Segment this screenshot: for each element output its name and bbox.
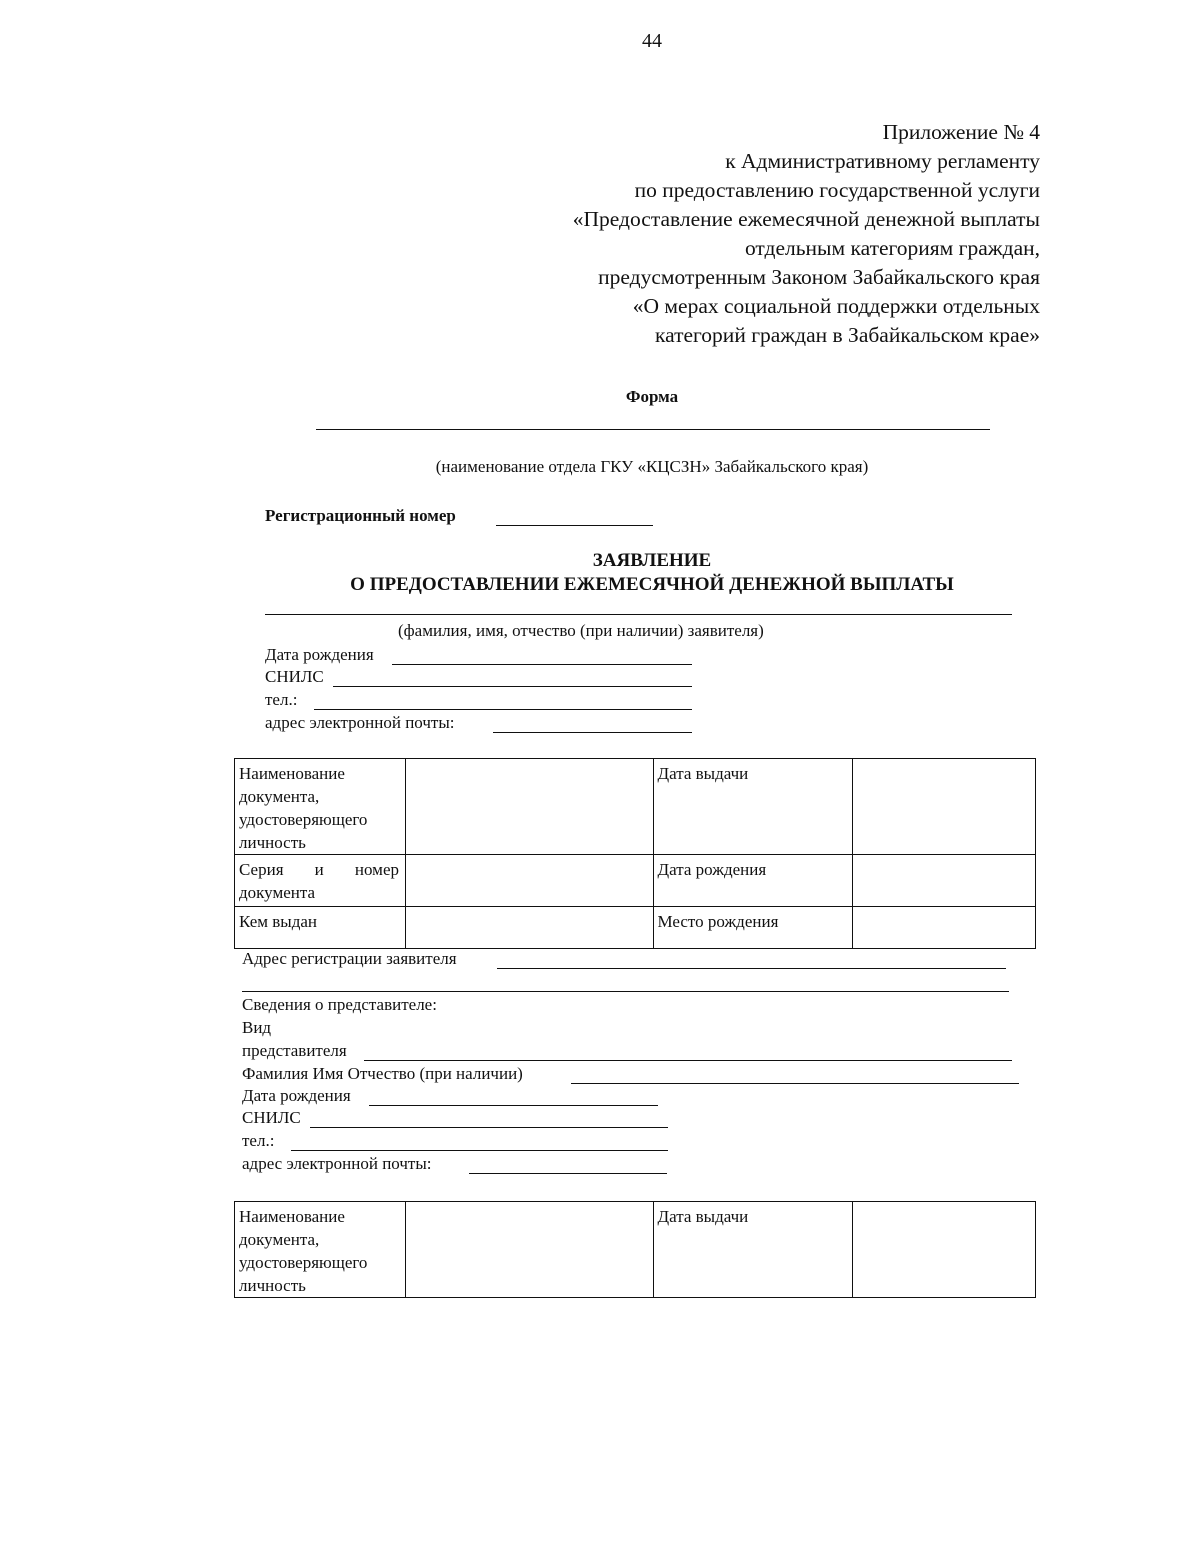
doc-name-line: документа, <box>239 1230 320 1249</box>
registration-number-label: Регистрационный номер <box>265 506 456 525</box>
representative-email-label: адрес электронной почты: <box>242 1154 432 1173</box>
form-label: Форма <box>625 387 679 406</box>
registration-address-field-2[interactable] <box>242 991 1009 992</box>
representative-snils-label: СНИЛС <box>242 1108 301 1127</box>
representative-phone-label: тел.: <box>242 1131 275 1150</box>
registration-address-field[interactable] <box>497 968 1006 969</box>
birth-date-label: Дата рождения <box>653 855 852 907</box>
applicant-email-field[interactable] <box>493 732 692 733</box>
representative-kind-label-2: представителя <box>242 1041 347 1060</box>
registration-number-field[interactable] <box>496 525 653 526</box>
series-word: номер <box>354 860 399 879</box>
issue-date-label: Дата выдачи <box>653 759 852 855</box>
applicant-document-table <box>234 758 1036 949</box>
series-word: Серия <box>239 860 284 879</box>
table-row <box>235 1202 1036 1298</box>
department-name-field[interactable] <box>316 429 990 430</box>
birth-date-value[interactable] <box>852 855 1035 907</box>
representative-birth-date-label: Дата рождения <box>242 1086 351 1105</box>
appendix-line: к Административному регламенту <box>725 149 1040 173</box>
representative-birth-date-field[interactable] <box>369 1105 658 1106</box>
applicant-snils-label: СНИЛС <box>265 667 324 686</box>
representative-fio-field[interactable] <box>571 1083 1019 1084</box>
doc-name-label <box>235 759 406 855</box>
doc-name-line: удостоверяющего <box>239 1253 368 1272</box>
representative-snils-field[interactable] <box>310 1127 668 1128</box>
representative-phone-field[interactable] <box>291 1150 668 1151</box>
applicant-snils-field[interactable] <box>333 686 692 687</box>
applicant-fio-field[interactable] <box>265 614 1012 615</box>
applicant-phone-label: тел.: <box>265 690 298 709</box>
applicant-email-label: адрес электронной почты: <box>265 713 455 732</box>
appendix-line: предусмотренным Законом Забайкальского края <box>598 265 1040 289</box>
department-caption: (наименование отдела ГКУ «КЦСЗН» Забайкальского края) <box>435 457 869 476</box>
representative-document-table <box>234 1201 1036 1298</box>
series-word: и <box>314 860 324 879</box>
doc-name-line: Наименование <box>239 1207 345 1226</box>
doc-name-line: личность <box>239 833 306 852</box>
issued-by-value[interactable] <box>406 907 653 949</box>
page-number: 44 <box>642 30 662 52</box>
representative-fio-label: Фамилия Имя Отчество (при наличии) <box>242 1064 523 1083</box>
appendix-header <box>480 118 1040 350</box>
document-title: ЗАЯВЛЕНИЕ <box>592 550 712 571</box>
series-number-value[interactable] <box>406 855 653 907</box>
registration-address-label: Адрес регистрации заявителя <box>242 949 457 968</box>
doc-name-label <box>235 1202 406 1298</box>
issue-date-label: Дата выдачи <box>653 1202 852 1298</box>
doc-name-line: удостоверяющего <box>239 810 368 829</box>
table-row <box>235 855 1036 907</box>
doc-name-line: документа, <box>239 787 320 806</box>
document-subtitle: О ПРЕДОСТАВЛЕНИИ ЕЖЕМЕСЯЧНОЙ ДЕНЕЖНОЙ ВЫПЛАТЫ <box>350 574 954 595</box>
appendix-line: Приложение № 4 <box>882 120 1040 144</box>
doc-name-value[interactable] <box>406 1202 653 1298</box>
appendix-line: категорий граждан в Забайкальском крае» <box>654 323 1040 347</box>
applicant-birth-date-field[interactable] <box>392 664 692 665</box>
representative-email-field[interactable] <box>469 1173 667 1174</box>
representative-kind-field[interactable] <box>364 1060 1012 1061</box>
table-row <box>235 907 1036 949</box>
appendix-line: отдельным категориям граждан, <box>744 236 1040 260</box>
doc-name-line: личность <box>239 1276 306 1295</box>
representative-header: Сведения о представителе: <box>242 995 437 1014</box>
appendix-line: по предоставлению государственной услуги <box>634 178 1040 202</box>
birth-place-label: Место рождения <box>653 907 852 949</box>
issued-by-label: Кем выдан <box>235 907 406 949</box>
applicant-phone-field[interactable] <box>314 709 692 710</box>
table-row <box>235 759 1036 855</box>
series-line: документа <box>239 883 316 902</box>
birth-place-value[interactable] <box>852 907 1035 949</box>
issue-date-value[interactable] <box>852 1202 1035 1298</box>
representative-kind-label: Вид <box>242 1018 272 1037</box>
applicant-fio-caption: (фамилия, имя, отчество (при наличии) заявителя) <box>398 621 764 640</box>
doc-name-value[interactable] <box>406 759 653 855</box>
issue-date-value[interactable] <box>852 759 1035 855</box>
appendix-line: «Предоставление ежемесячной денежной выплаты <box>572 207 1040 231</box>
series-number-label <box>235 855 406 907</box>
applicant-birth-date-label: Дата рождения <box>265 645 374 664</box>
appendix-line: «О мерах социальной поддержки отдельных <box>632 294 1040 318</box>
doc-name-line: Наименование <box>239 764 345 783</box>
